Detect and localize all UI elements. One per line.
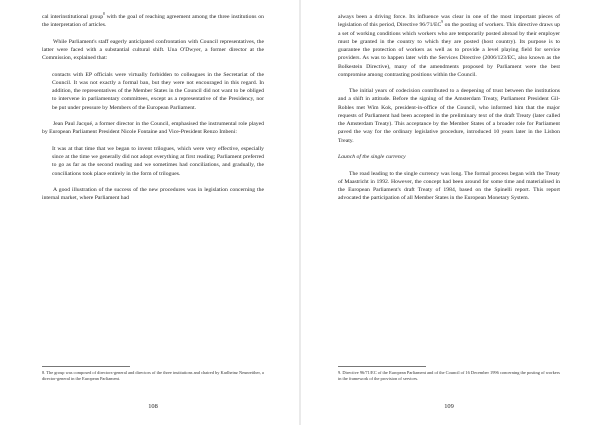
paragraph: The road leading to the single currency was long. The formal process began with the Treaty of Maastricht in 1992. However, the concept had been around for some time and materialised in the European Parliament's draft Treaty of 1984, based on the Spinelli report. This report advocated the participation of all Member States in the European Monetary System.	[338, 170, 560, 202]
page-number: 109	[444, 403, 454, 410]
paragraph: The initial years of codecision contributed to a deepening of trust between the institutions and a shift in attitude. Before the signing of the Amsterdam Treaty, Parliament President Gil-Robles met Wim Kok, president-in-office of the Council, who informed him that the major requests of Parliament had been accepted in the preliminary text of the draft Treaty (later called the Amsterdam Treaty). This acceptance by the Member States of a broader role for Parliament paved the way for the ordinary legislative procedure, introduced 10 years later in the Lisbon Treaty.	[338, 88, 560, 144]
footnote: 8. The group was composed of directors-general and directors of the three institutions and chaired by Karlheinz Neunreither, a director-general in the European Parliament.	[42, 370, 264, 381]
page-number: 108	[148, 403, 158, 410]
paragraph-text: always been a driving force. Its influence was clear in one of the most important pieces of legislation of this period, Directive 96/71/EC	[338, 14, 560, 29]
paragraph-text: with the goal of reaching agreement among the three institutions on the interpretation of articles.	[42, 14, 264, 29]
section-heading: Launch of the single currency	[338, 154, 406, 161]
paragraph: Jean Paul Jacqué, a former director in the Council, emphasised the instrumental role played by European Parliament President Nicole Fontaine and Vice-President Renzo Imbeni:	[42, 121, 264, 136]
block-quote: contacts with EP officials were virtually forbidden to colleagues in the Secretariat of the Council. It was not exactly a formal ban, but they were not encouraged in this regard. In addition, the representatives of the Member States in the Council did not want to be obliged to intervene in parliamentary committees, except as a representative of the Presidency, nor be put under pressure by Members of the European Parliament.	[52, 71, 264, 111]
footnote-marker: 9	[441, 20, 444, 25]
paragraph	[42, 13, 264, 30]
right-page	[300, 0, 600, 425]
footnote-divider	[338, 366, 426, 367]
paragraph	[338, 13, 560, 79]
footnote-marker: 8	[103, 12, 105, 16]
footnote-divider	[42, 366, 130, 367]
right-body-text	[338, 13, 560, 203]
paragraph-text: cal interinstitutional group	[42, 14, 104, 20]
paragraph-text: on the posting of workers. This directive draws up a set of working conditions which workers who are temporarily posted abroad by their employer must be granted in the country to which they are posted (host country). Its purpose is to guarantee the protection of workers as well as to provide a level playing field for service providers. As was to happen later with the Services Directive (2006/123/EC, also known as the Bolkestein Directive), many of the amendments proposed by Parliament were the best compromise among contrasting positions within the Council.	[338, 22, 560, 78]
left-body-text	[42, 13, 264, 202]
block-quote: It was at that time that we began to invent trilogues, which were very effective, especially since at the time we generally did not adopt everything at first reading; Parliament preferred to go as far as the second reading and we sometimes had conciliations, and gradually, the conciliations took place entirely in the form of trilogues.	[52, 145, 264, 177]
footnote: 9. Directive 96/71/EC of the European Parliament and of the Council of 16 December 1996 concerning the posting of workers in the framework of the provision of services.	[338, 370, 560, 381]
paragraph: While Parliament's staff eagerly anticipated confrontation with Council representatives, the latter were faced with a substantial cultural shift. Una O'Dwyer, a former director at the Commission, explained that:	[42, 38, 264, 62]
paragraph: A good illustration of the success of the new procedures was in legislation concerning the internal market, where Parliament had	[42, 186, 264, 202]
